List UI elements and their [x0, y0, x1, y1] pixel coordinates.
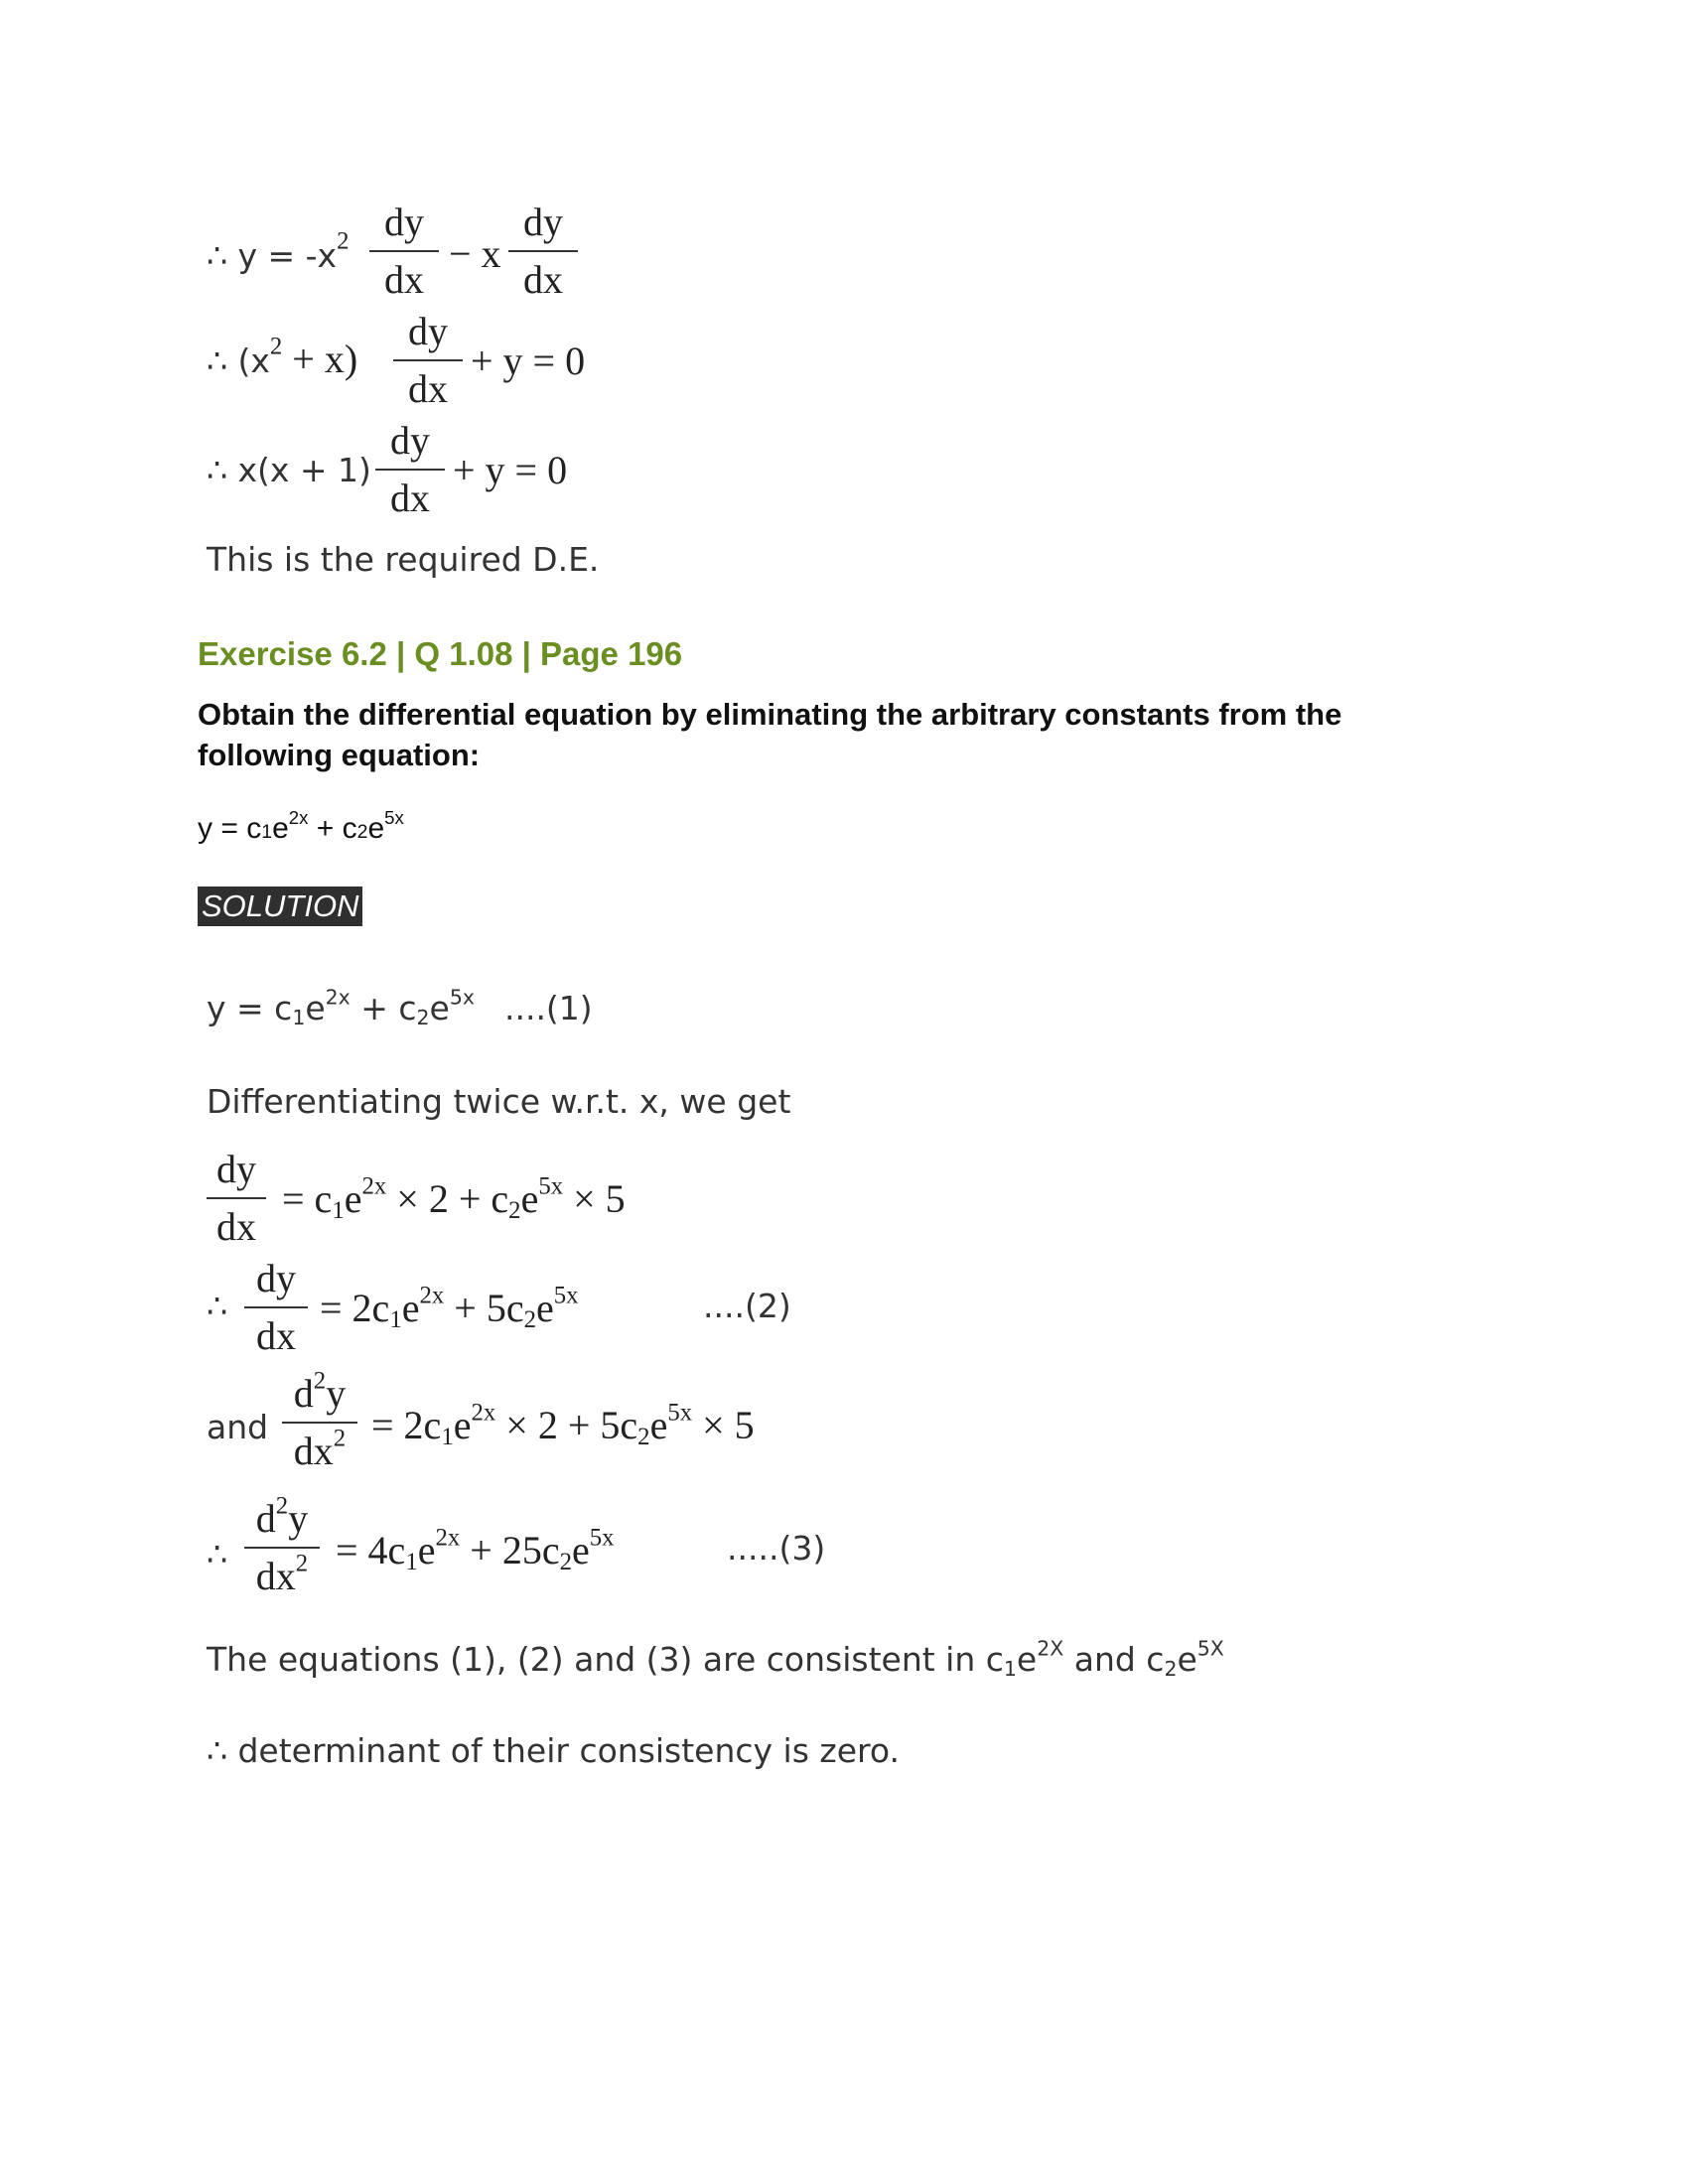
- eq-text: e: [305, 989, 326, 1027]
- eq-text: + 25c: [460, 1528, 560, 1572]
- denominator: dx: [256, 1313, 296, 1358]
- exponent: 2: [337, 227, 350, 255]
- eq-rhs: [371, 1399, 755, 1451]
- exponent: 5x: [449, 985, 475, 1010]
- eq-text: e: [1177, 1640, 1197, 1679]
- fraction-bar: [244, 1306, 308, 1308]
- eq-text: + y = 0: [471, 339, 586, 383]
- eq-text: = 4c: [336, 1528, 406, 1572]
- conclusion-text: This is the required D.E.: [207, 540, 600, 579]
- denominator: dx: [523, 257, 563, 302]
- exponent: 2x: [435, 1524, 461, 1552]
- eq-text: dx: [255, 1554, 296, 1598]
- exponent: 5x: [538, 1172, 564, 1200]
- numerator: [244, 1493, 320, 1545]
- subscript: 2: [1164, 1657, 1178, 1682]
- numerator: dy: [256, 1256, 296, 1300]
- eq-text: + c: [308, 812, 357, 845]
- eq-text: ∴ y = -x: [207, 236, 338, 275]
- determinant-statement: ∴ determinant of their consistency is zero.: [207, 1731, 900, 1770]
- numerator: [282, 1368, 357, 1420]
- eq-text: = 2c: [320, 1286, 390, 1330]
- denominator: dx: [216, 1204, 256, 1249]
- eq-text: + 5c: [444, 1286, 524, 1330]
- exponent: 2x: [288, 807, 309, 829]
- solution-badge[interactable]: SOLUTION: [198, 887, 362, 926]
- exponent: 5x: [667, 1399, 693, 1427]
- eq-text: y = c: [198, 812, 262, 845]
- numerator: dy: [408, 309, 448, 353]
- fraction-dy-dx: [207, 1144, 266, 1253]
- numerator: dy: [390, 418, 430, 463]
- eq-text: e: [536, 1286, 554, 1330]
- eq-text: y = c: [207, 989, 293, 1027]
- exponent: 2: [295, 1550, 309, 1577]
- subscript: 2: [356, 821, 368, 843]
- eq-text: d: [293, 1371, 314, 1416]
- eq-text: × 5: [692, 1403, 755, 1447]
- exponent: 2: [313, 1367, 327, 1395]
- exponent: 2x: [419, 1282, 445, 1309]
- subscript: 2: [508, 1197, 521, 1225]
- eq-rhs: [320, 1282, 579, 1334]
- exponent: 2x: [361, 1172, 387, 1200]
- fraction-d2y-dx2: [244, 1493, 320, 1602]
- numerator: dy: [384, 200, 424, 244]
- subscript: 1: [332, 1197, 345, 1225]
- denominator: dx: [384, 257, 424, 302]
- fraction-dy-dx: [244, 1253, 308, 1362]
- eq-text: e: [520, 1176, 539, 1221]
- fraction-bar: [244, 1547, 320, 1549]
- subscript: 1: [292, 1006, 306, 1030]
- eq-text: e: [272, 812, 289, 845]
- exponent: 5x: [553, 1282, 579, 1309]
- exponent: 5X: [1196, 1636, 1224, 1661]
- subscript: 1: [405, 1549, 418, 1576]
- given-equation: [198, 807, 404, 846]
- subscript: 1: [389, 1306, 402, 1334]
- eq-text: y: [326, 1371, 347, 1416]
- fraction-bar: [375, 469, 445, 471]
- eq-rhs: [282, 1172, 626, 1225]
- eq-text: + c: [350, 989, 417, 1027]
- step-text: Differentiating twice w.r.t. x, we get: [207, 1082, 791, 1121]
- eq-text: e: [417, 1528, 436, 1572]
- eq-text: × 2 + c: [386, 1176, 509, 1221]
- equation-tag: ....(2): [703, 1287, 791, 1325]
- fraction-dy-dx: [375, 415, 445, 524]
- fraction-bar: [393, 359, 463, 361]
- subscript: 2: [416, 1006, 430, 1030]
- denominator: [244, 1551, 320, 1602]
- eq-text: = c: [282, 1176, 333, 1221]
- subscript: 2: [523, 1306, 536, 1334]
- eq-text: e: [367, 812, 385, 845]
- denominator: dx: [408, 366, 448, 411]
- and-word: and: [207, 1408, 269, 1446]
- eq-rhs: [336, 1524, 615, 1576]
- equation-tag: .....(3): [727, 1529, 826, 1568]
- exponent: 2: [269, 333, 283, 360]
- exponent: 2x: [471, 1399, 496, 1427]
- fraction-d2y-dx2: [282, 1368, 357, 1477]
- eq-text: e: [572, 1528, 590, 1572]
- denominator: dx: [390, 476, 430, 520]
- eq-text: ∴ x(x + 1): [207, 451, 371, 489]
- consistency-statement: [207, 1636, 1224, 1682]
- exponent: 2X: [1037, 1636, 1064, 1661]
- exponent: 2: [275, 1492, 289, 1520]
- fraction-bar: [369, 250, 439, 252]
- subscript: 1: [261, 821, 273, 843]
- eq-text: e: [429, 989, 450, 1027]
- therefore-symbol: ∴: [207, 1535, 227, 1573]
- eq-text: × 2 + 5c: [495, 1403, 638, 1447]
- exponent: 5x: [589, 1524, 615, 1552]
- eq-text: = 2c: [371, 1403, 442, 1447]
- eq-text: e: [1016, 1640, 1038, 1679]
- fraction-dy-dx: [393, 306, 463, 415]
- equation-tag: ....(1): [503, 989, 593, 1027]
- eq-text: e: [401, 1286, 420, 1330]
- eq-text: d: [255, 1496, 276, 1541]
- fraction-dy-dx: [508, 197, 578, 306]
- numerator: dy: [216, 1147, 256, 1191]
- eq-text: and c: [1063, 1640, 1165, 1679]
- question-line: following equation:: [198, 738, 481, 772]
- fraction-bar: [508, 250, 578, 252]
- exponent: 2: [333, 1425, 347, 1452]
- fraction-bar: [207, 1197, 266, 1199]
- numerator: dy: [523, 200, 563, 244]
- eq-text: e: [344, 1176, 362, 1221]
- denominator: [282, 1426, 357, 1477]
- question-line: Obtain the differential equation by eliminating the arbitrary constants from the: [198, 697, 1342, 732]
- subscript: 2: [559, 1549, 572, 1576]
- eq-text: dx: [293, 1429, 334, 1473]
- therefore-symbol: ∴: [207, 1287, 227, 1325]
- fraction-bar: [282, 1422, 357, 1424]
- eq-text: − x: [449, 231, 501, 276]
- eq-text: The equations (1), (2) and (3) are consistent in c: [207, 1640, 1004, 1679]
- fraction-dy-dx: [369, 197, 439, 306]
- exponent: 5x: [384, 807, 404, 829]
- eq-text: + y = 0: [453, 448, 568, 492]
- subscript: 2: [637, 1424, 650, 1451]
- eq-text: y: [288, 1496, 309, 1541]
- exercise-heading[interactable]: Exercise 6.2 | Q 1.08 | Page 196: [198, 635, 683, 672]
- subscript: 1: [1003, 1657, 1017, 1682]
- subscript: 1: [441, 1424, 454, 1451]
- eq-text: e: [453, 1403, 472, 1447]
- question-text: [198, 694, 1341, 775]
- exponent: 2x: [325, 985, 351, 1010]
- eq-text: + x): [282, 337, 358, 381]
- eq-text: × 5: [563, 1176, 626, 1221]
- eq-text: ∴ (x: [207, 341, 270, 380]
- solution-equation-1: [207, 985, 593, 1030]
- eq-text: e: [649, 1403, 668, 1447]
